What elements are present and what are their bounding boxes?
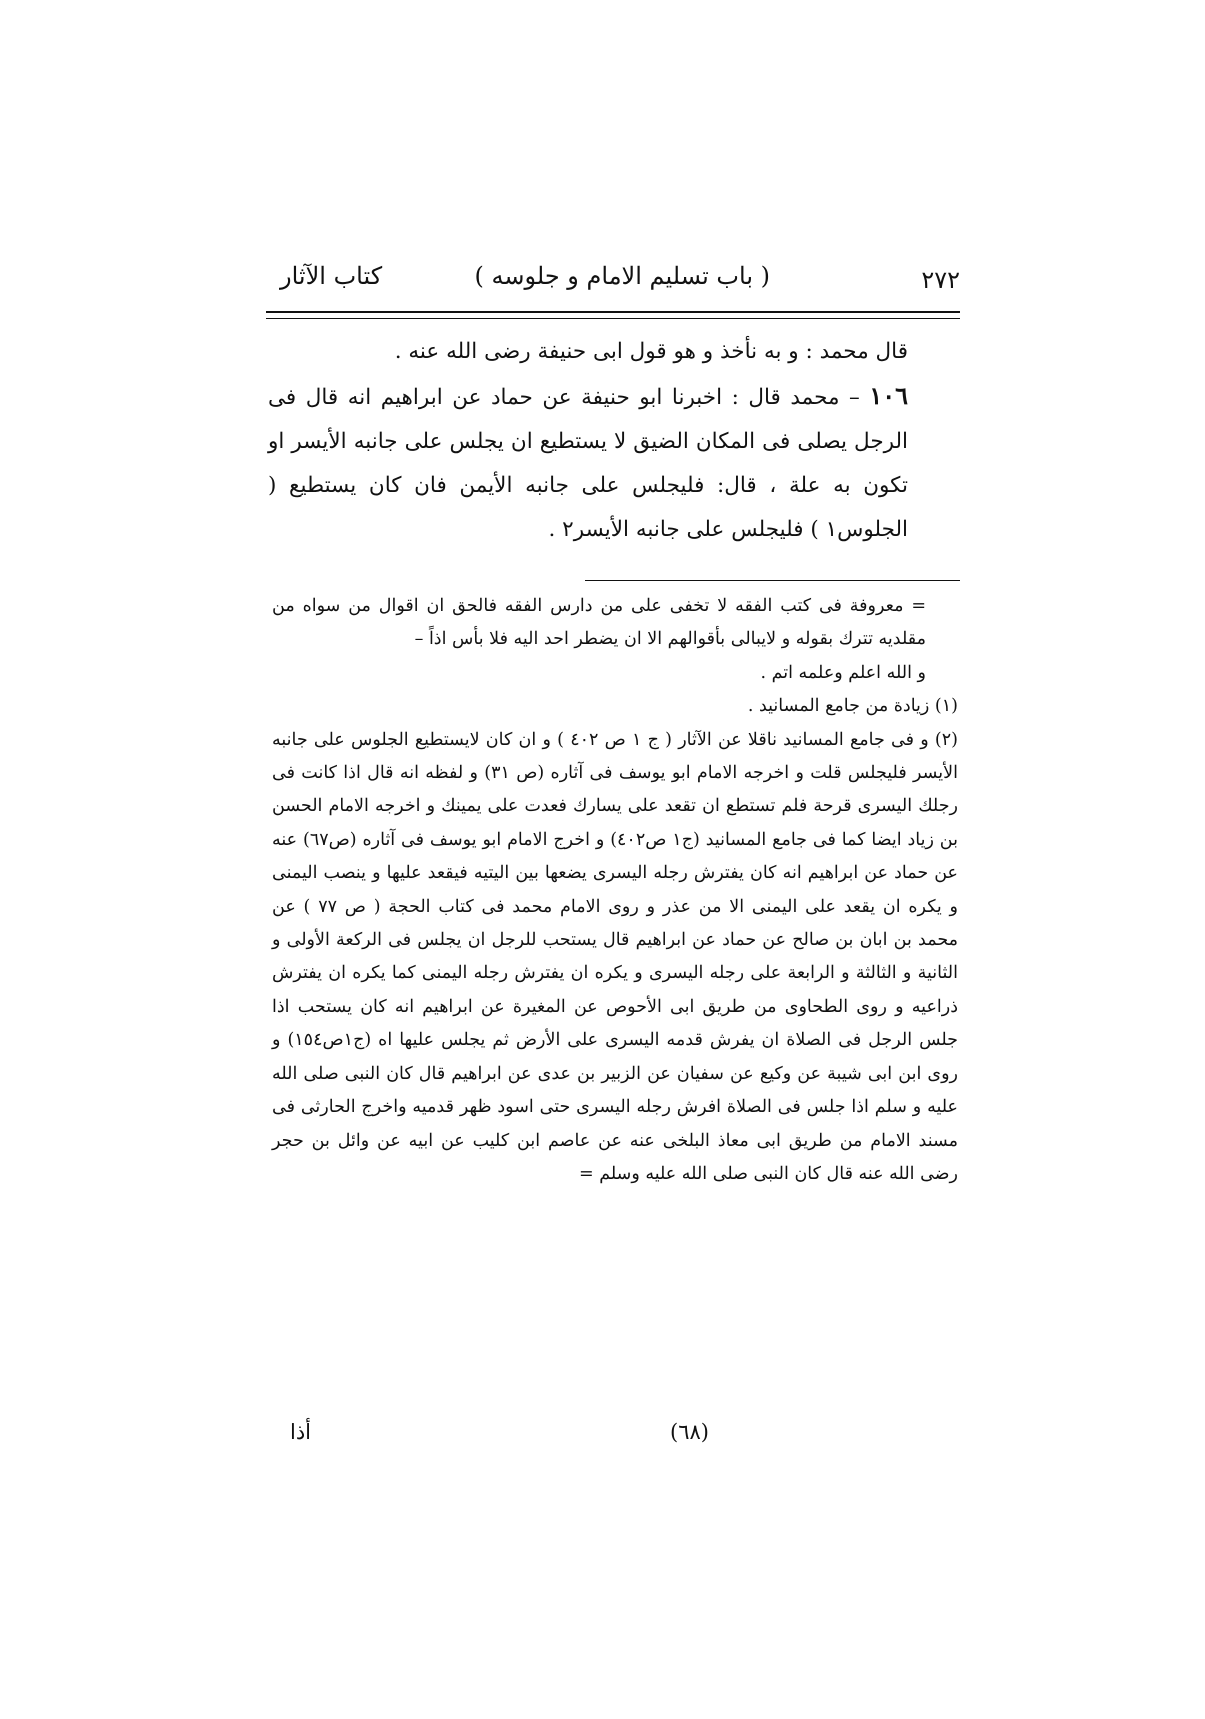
running-header (270, 262, 960, 302)
footnote-continuation-end: و الله اعلم وعلمه اتم . (760, 662, 926, 683)
header-rule-thin (266, 318, 960, 319)
narration-number: ١٠٦ (869, 381, 908, 410)
main-text (268, 330, 958, 552)
book-title: كتاب الآثار (280, 262, 383, 290)
footnotes (272, 590, 958, 1191)
footnote-continuation: = معروفة فى كتب الفقه لا تخفى على من دارس الفقه فالحق ان اقوال من سواه من مقلديه تترك بقوله و لايبالى بأقوالهم الا ان يضطر احد اليه فلا بأس اذاً – (272, 596, 926, 650)
main-paragraph-2 (268, 374, 958, 552)
footnote-1: (١) زيادة من جامع المسانيد . (747, 696, 958, 717)
catchword: أذا (290, 1420, 312, 1444)
narration-text: – محمد قال : اخبرنا ابو حنيفة عن حماد عن ابراهيم انه قال فى الرجل يصلى فى المكان الضيق لا يستطيع ان يجلس على جانبه الأيسر او تكون به علة ، قال: فليجلس على جانبه الأيمن فان كان يستطيع ( الجلوس١ ) فليجلس على جانبه الأيسر٢ . (268, 385, 908, 542)
main-paragraph-1: قال محمد : و به نأخذ و هو قول ابى حنيفة رضى الله عنه . (394, 339, 908, 364)
section-title: ( باب تسليم الامام و جلوسه ) (474, 262, 770, 290)
signature-mark: (٦٨) (670, 1420, 709, 1444)
footnote-2: (٢) و فى جامع المسانيد ناقلا عن الآثار ( ج ١ ص ٤٠٢ ) و ان كان لايستطيع الجلوس على جانبه الأيسر فليجلس قلت و اخرجه الامام ابو يوسف فى آثاره (ص ٣١) و لفظه انه قال اذا كانت فى رجلك اليسرى قرحة فلم تستطع ان تقعد على يسارك فعدت على يمينك و اخرجه الامام الحسن بن زياد ايضا كما فى جامع المسانيد (ج١ ص٤٠٢) و اخرج الامام ابو يوسف فى آثاره (ص٦٧) عنه عن حماد عن ابراهيم انه كان يفترش رجله اليسرى يضعها بين اليتيه فيقعد عليها و ينصب اليمنى و يكره ان يقعد على اليمنى الا من عذر و روى الامام محمد فى كتاب الحجة ( ص ٧٧ ) عن محمد بن ابان بن صالح عن حماد عن ابراهيم قال يستحب للرجل ان يجلس فى الركعة الأولى و الثانية و الثالثة و الرابعة على رجله اليسرى و يكره ان يفترش رجله اليمنى كما يكره ان يفترش ذراعيه و روى الطحاوى من طريق ابى الأحوص عن المغيرة عن ابراهيم انه كان يستحب اذا جلس الرجل فى الصلاة ان يفرش قدمه اليسرى على الأرض ثم يجلس عليها اه (ج١ص١٥٤) و روى ابن ابى شيبة عن وكيع عن سفيان عن الزبير بن عدى عن ابراهيم قال كان النبى صلى الله عليه و سلم اذا جلس فى الصلاة افرش رجله اليسرى حتى اسود ظهر قدميه واخرج الحارثى فى مسند الامام من طريق ابى معاذ البلخى عنه عن عاصم ابن كليب عن ابيه عن وائل بن حجر رضى الله عنه قال كان النبى صلى الله عليه وسلم = (272, 729, 959, 1184)
page-footer (270, 1420, 960, 1456)
header-rule-thick (266, 311, 960, 313)
footnote-separator (585, 580, 960, 581)
page-number: ٢٧٢ (921, 266, 960, 294)
